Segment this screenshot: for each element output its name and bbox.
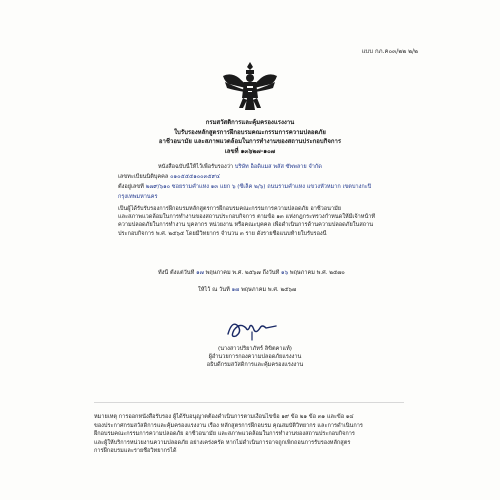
signature-icon bbox=[222, 316, 282, 342]
signer-position: อธิบดีกรมสวัสดิการและคุ้มครองแรงงาน bbox=[206, 362, 304, 369]
issued-day: ๑๗ bbox=[231, 287, 240, 293]
issued-month: พฤษภาคม พ.ศ. ๒๕๖๗ bbox=[241, 287, 297, 293]
validity-period bbox=[158, 269, 345, 277]
validity-start-day: ๑๗ bbox=[196, 270, 204, 276]
province: กรุงเทพมหานคร bbox=[118, 194, 158, 200]
certificate-title: ใบรับรองหลักสูตรการฝึกอบรมคณะกรรมการความปลอดภัย bbox=[174, 128, 326, 136]
validity-end-day: ๑๖ bbox=[281, 270, 289, 276]
signer-name: (นางสาวปริยาภัทร์ ลิขิตคาแท์) bbox=[218, 346, 292, 352]
certificate-subtitle: อาชีวอนามัย และสภาพแวดล้อมในการทำงานของสถานประกอบกิจการ bbox=[158, 138, 342, 146]
company-name: บริษัท อ็อดิแมส พลัส ซัพพลาย จำกัด bbox=[234, 164, 322, 170]
company-label: หนังสือฉบับนี้ให้ไว้เพื่อรับรองว่า bbox=[158, 164, 234, 170]
signer-block bbox=[175, 345, 335, 370]
registration-number: ๐๑๐๕๕๕๑๐๐๓๕๙๔ bbox=[170, 174, 220, 180]
company-line bbox=[158, 163, 322, 171]
note-line: ของประกาศกรมสวัสดิการและคุ้มครองแรงงาน เรื่อง หลักสูตรการฝึกอบรม คุณสมบัติวิทยากร และการดำเนินการ bbox=[94, 422, 363, 429]
note-line: หมายเหตุ การออกหนังสือรับรอง ผู้ได้รับอนุญาตต้องดำเนินการตามเงื่อนไขข้อ ๑๙ ข้อ ๒๑ ข้อ ๓๑ และข้อ ๑๔ bbox=[94, 414, 354, 420]
certificate-number: เลขที่ ๑๓๖๒๗-๑๐๗ bbox=[224, 147, 276, 155]
statement-line: เป็นผู้ได้รับรับรองการฝึกอบรมหลักสูตรการฝึกอบรมคณะกรรมการความปลอดภัย อาชีวอนามัย bbox=[118, 206, 342, 212]
issued-date bbox=[198, 286, 296, 294]
garuda-emblem-icon bbox=[221, 58, 279, 116]
department-name: กรมสวัสดิการและคุ้มครองแรงงาน bbox=[205, 119, 295, 126]
remark-note bbox=[94, 413, 414, 456]
validity-end-label: ถึงวันที่ bbox=[262, 270, 280, 276]
registration-label: เลขทะเบียนนิติบุคคล bbox=[118, 174, 169, 180]
validity-start-month: พฤษภาคม พ.ศ. ๒๕๖๗ bbox=[205, 270, 261, 276]
address-value: ๒๗๙/๖๑๐ ซอยรามคำแหง ๑๓ แยก ๖ (ซีเล็ค ๒/๖) ถนนรามคำแหง แขวงหัวหมาก เขตบางกะปิ bbox=[145, 184, 372, 190]
statement-line: ประกอบกิจการ พ.ศ. ๒๕๖๕ โดยมีวิทยากร จำนวน ๓ ราย ดังรายชื่อแนบท้ายใบรับรองนี้ bbox=[118, 230, 327, 237]
registration-line bbox=[118, 173, 220, 181]
address-label: ตั้งอยู่เลขที่ bbox=[118, 184, 144, 190]
validity-end-month: พฤษภาคม พ.ศ. ๒๕๗๐ bbox=[289, 270, 345, 276]
form-code: แบบ กภ.ค๐๓/๒๒ ๒/๒ bbox=[361, 48, 418, 55]
note-line: ฝึกอบรมคณะกรรมการความปลอดภัย อาชีวอนามัย และสภาพแวดล้อมในการทำงานของสถานประกอบกิจการ bbox=[94, 431, 355, 438]
note-line: การฝึกอบรมและรายชื่อวิทยากรได้ bbox=[94, 448, 177, 455]
address-line bbox=[118, 183, 393, 191]
validity-start-label: ทั้งนี้ ตั้งแต่วันที่ bbox=[158, 270, 195, 276]
statement-line: และสภาพแวดล้อมในการทำงานของสถานประกอบกิจการ ตามข้อ ๑๓ แห่งกฎกระทรวงกำหนดให้มีเจ้าหน้าที่ bbox=[118, 214, 376, 221]
divider bbox=[94, 402, 404, 403]
statement-line: ความปลอดภัยในการทำงาน บุคลากร หน่วยงาน หรือคณะบุคคล เพื่อดำเนินการด้านความปลอดภัยในสถาน bbox=[118, 222, 374, 229]
certificate-header bbox=[120, 118, 380, 156]
note-line: และผู้ให้บริการหน่วยงานความปลอดภัย อย่างเคร่งครัด หากไม่ดำเนินการอาจถูกเพิกถอนการรับรองหลักสูตร bbox=[94, 439, 351, 446]
signer-position: ผู้อำนวยการกองความปลอดภัยแรงงาน bbox=[208, 354, 302, 361]
certification-statement bbox=[118, 205, 388, 238]
issued-label: ให้ไว้ ณ วันที่ bbox=[198, 287, 230, 293]
